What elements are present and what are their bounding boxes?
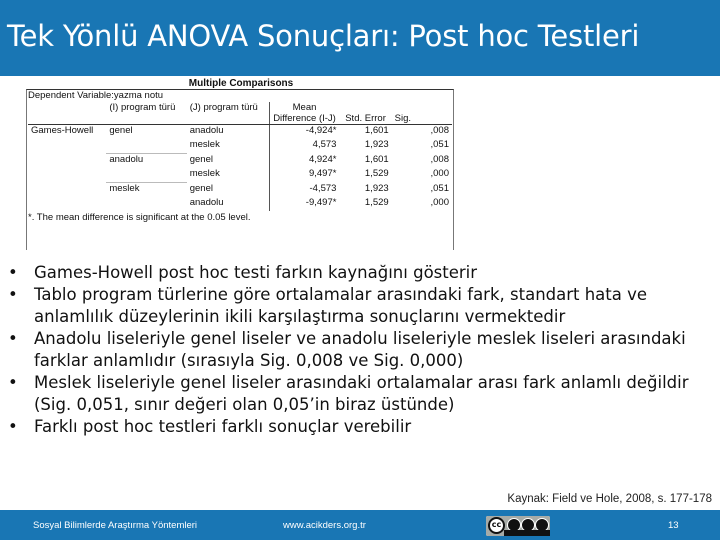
header-i-program: (I) program türü [106,102,186,125]
table-cell-i [106,139,186,154]
table-cell-sig: ,008 [430,153,449,165]
table-cell-i [106,168,186,183]
multiple-comparisons-table [28,102,452,211]
table-cell-diff: -4,924* [269,125,339,140]
table-cell-diff: 4,573 [269,139,339,154]
method-label: Games-Howell [31,125,94,136]
table-cell-j: genel [189,153,213,165]
header-j-program: (J) program türü [187,102,269,125]
table-cell-sig: ,000 [430,197,449,208]
bullet-marker: • [8,285,18,304]
table-header-row [28,102,452,125]
table-cell-diff: -9,497* [269,197,339,211]
table-cell-sig: ,051 [430,182,449,194]
table-footnote: *. The mean difference is significant at the 0.05 level. [28,212,251,223]
table-cell-se: 1,529 [364,168,389,179]
bullet-item [8,284,708,328]
dependent-variable-label: Dependent Variable:yazma notu [28,90,164,101]
table-cell-sig: ,000 [430,168,449,179]
bullet-item [8,262,708,284]
table-cell-se: 1,601 [364,153,389,165]
bullet-marker: • [8,263,18,282]
header-std-error: Std. Error [339,102,391,125]
bullet-list [8,262,708,438]
cc-letters: cc [491,520,502,529]
table-cell-diff: -4,573 [269,183,339,198]
table-cell-sig: ,051 [430,139,449,150]
title-bar [0,0,720,76]
table-cell-j: meslek [189,168,220,179]
table-cell-se: 1,601 [364,125,389,136]
footer-course-name: Sosyal Bilimlerde Araştırma Yöntemleri [33,520,198,531]
table-cell-diff: 9,497* [269,168,339,183]
bullet-item [8,372,708,416]
table-cell-se: 1,529 [364,197,389,208]
table-cell-j: anadolu [189,125,224,136]
table-cell-j: meslek [189,139,220,150]
table-cell-i: anadolu [109,154,144,165]
cc-logo-circle [488,517,505,534]
table-cell-i: genel [109,125,133,136]
header-mean-difference: Mean Difference (I-J) [269,102,339,125]
table-cell-i: meslek [109,183,140,194]
slide-number: 13 [668,520,679,531]
bullet-text: Farklı post hoc testleri farklı sonuçlar verebilir [34,417,412,436]
source-citation: Kaynak: Field ve Hole, 2008, s. 177-178 [507,493,712,505]
bullet-marker: • [8,417,18,436]
creative-commons-by-nc-sa-icon[interactable] [486,516,550,536]
bullet-text: Meslek liseleriyle genel liseler arasındaki ortalamalar arası fark anlamlı değildir (Sig. 0,051, sınır değeri olan 0,05’in biraz üstünde) [34,373,689,414]
table-cell-se: 1,923 [364,182,389,194]
footer-bar [0,510,720,540]
bullet-text: Games-Howell post hoc testi farkın kaynağını gösterir [34,263,478,282]
bullet-text: Anadolu liseleriyle genel liseler ve anadolu liseleriyle meslek liseleri arasındaki farklar anlamlıdır (sırasıyla Sig. 0,008 ve Sig. 0,000) [34,329,686,370]
spss-table-title: Multiple Comparisons [188,78,294,89]
bullet-item [8,328,708,372]
footer-website-link[interactable]: www.acikders.org.tr [283,520,366,531]
bullet-text: Tablo program türlerine göre ortalamalar arasındaki fark, standart hata ve anlamlılık düzeylerinin ikili karşılaştırma sonuçlarını vermektedir [34,285,648,326]
header-blank [28,102,106,125]
bullet-item [8,416,708,438]
table-cell-se: 1,923 [364,139,389,150]
bullet-marker: • [8,373,18,392]
table-cell-i [106,197,186,211]
table-row [28,125,452,140]
cc-label-strip [504,530,550,536]
header-sig: Sig. [392,102,452,125]
table-cell-sig: ,008 [430,125,449,136]
table-cell-j: anadolu [189,197,224,208]
table-cell-j: genel [189,182,213,194]
spss-output-table [26,77,456,224]
table-cell-diff: 4,924* [269,154,339,169]
slide-title: Tek Yönlü ANOVA Sonuçları: Post hoc Testleri [7,19,640,53]
bullet-marker: • [8,329,18,348]
